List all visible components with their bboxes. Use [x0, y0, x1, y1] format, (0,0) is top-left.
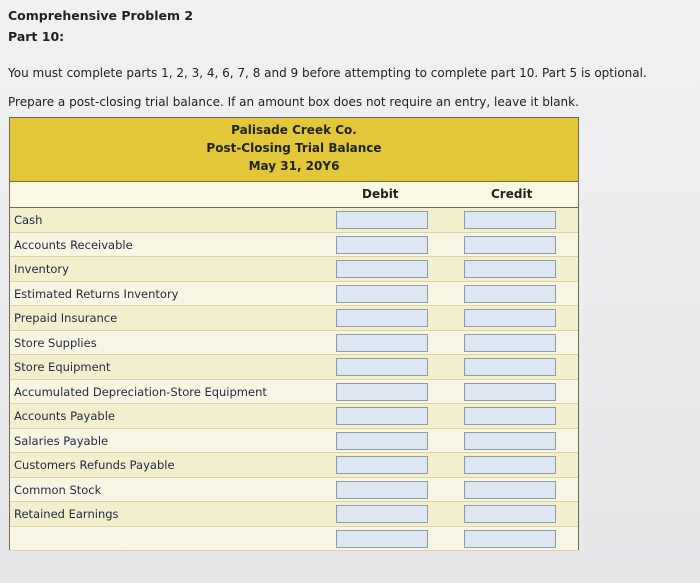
credit-amount-input[interactable]	[464, 432, 556, 450]
debit-amount-input[interactable]	[336, 530, 428, 548]
credit-amount-input[interactable]	[464, 383, 556, 401]
debit-amount-input[interactable]	[336, 309, 428, 327]
debit-amount-input[interactable]	[336, 334, 428, 352]
account-label: Prepaid Insurance	[14, 311, 118, 325]
account-row	[10, 453, 578, 478]
credit-amount-input[interactable]	[464, 236, 556, 254]
account-label: Inventory	[14, 262, 69, 276]
account-label: Accumulated Depreciation-Store Equipment	[14, 384, 267, 399]
credit-amount-input[interactable]	[464, 260, 556, 278]
company-name: Palisade Creek Co.	[231, 123, 357, 137]
statement-title: Post-Closing Trial Balance	[206, 141, 382, 155]
account-rows	[10, 208, 578, 551]
account-label: Accounts Receivable	[14, 237, 133, 252]
credit-amount-input[interactable]	[464, 456, 556, 474]
credit-amount-input[interactable]	[464, 309, 556, 327]
statement-header	[10, 118, 578, 182]
account-label: Salaries Payable	[14, 433, 109, 448]
debit-amount-input[interactable]	[336, 407, 428, 425]
trial-balance-sheet	[9, 117, 579, 550]
debit-amount-input[interactable]	[336, 432, 428, 450]
credit-amount-input[interactable]	[464, 481, 556, 499]
debit-amount-input[interactable]	[336, 260, 428, 278]
account-row	[10, 355, 578, 380]
instruction-task: Prepare a post-closing trial balance. If an amount box does not require an entry, leave it blank.	[8, 95, 579, 109]
credit-amount-input[interactable]	[464, 285, 556, 303]
problem-title: Comprehensive Problem 2	[8, 8, 194, 23]
account-row	[10, 282, 578, 307]
account-row	[10, 502, 578, 527]
account-row	[10, 233, 578, 258]
debit-amount-input[interactable]	[336, 505, 428, 523]
credit-amount-input[interactable]	[464, 505, 556, 523]
account-row	[10, 527, 578, 551]
debit-amount-input[interactable]	[336, 211, 428, 229]
credit-column-header: Credit	[491, 187, 533, 201]
account-row	[10, 478, 578, 503]
account-label: Accounts Payable	[14, 409, 115, 423]
account-row	[10, 306, 578, 331]
debit-amount-input[interactable]	[336, 358, 428, 376]
account-label: Store Supplies	[14, 335, 97, 350]
account-row	[10, 429, 578, 454]
column-headers	[10, 182, 578, 208]
credit-amount-input[interactable]	[464, 358, 556, 376]
account-row	[10, 331, 578, 356]
part-label: Part 10:	[8, 29, 65, 44]
account-label: Retained Earnings	[14, 507, 119, 521]
credit-amount-input[interactable]	[464, 530, 556, 548]
account-row	[10, 257, 578, 282]
instruction-prerequisite: You must complete parts 1, 2, 3, 4, 6, 7, 8 and 9 before attempting to complete part 10. Part 5 is optional.	[8, 66, 647, 80]
credit-amount-input[interactable]	[464, 211, 556, 229]
debit-amount-input[interactable]	[336, 285, 428, 303]
statement-date: May 31, 20Y6	[248, 159, 340, 173]
account-label: Common Stock	[14, 482, 102, 497]
credit-amount-input[interactable]	[464, 334, 556, 352]
account-row	[10, 380, 578, 405]
debit-amount-input[interactable]	[336, 456, 428, 474]
account-row	[10, 404, 578, 429]
debit-column-header: Debit	[362, 187, 399, 201]
account-row	[10, 208, 578, 233]
account-label: Cash	[14, 213, 43, 227]
credit-amount-input[interactable]	[464, 407, 556, 425]
debit-amount-input[interactable]	[336, 236, 428, 254]
account-label: Store Equipment	[14, 360, 111, 374]
debit-amount-input[interactable]	[336, 481, 428, 499]
account-label: Customers Refunds Payable	[14, 458, 175, 472]
account-label: Estimated Returns Inventory	[14, 286, 179, 301]
debit-amount-input[interactable]	[336, 383, 428, 401]
